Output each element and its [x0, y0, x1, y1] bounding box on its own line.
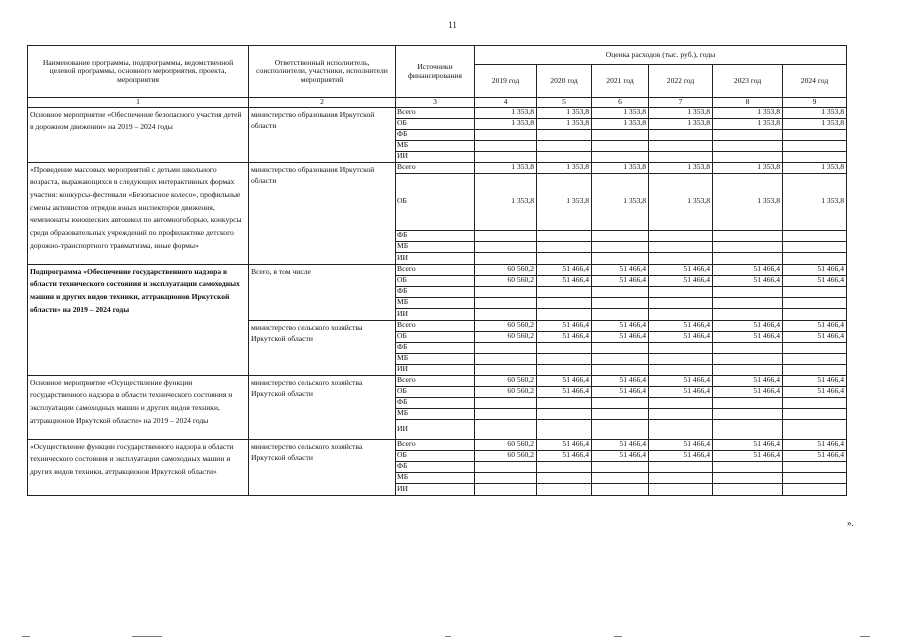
amount-cell: 51 466,4 — [649, 331, 713, 342]
source-cell: Всего — [396, 264, 475, 275]
amount-cell — [475, 297, 537, 308]
amount-cell: 51 466,4 — [592, 386, 649, 397]
column-number: 6 — [592, 98, 649, 108]
amount-cell: 51 466,4 — [713, 264, 783, 275]
source-cell: Всего — [396, 375, 475, 386]
amount-cell — [713, 353, 783, 364]
amount-cell: 51 466,4 — [649, 275, 713, 286]
amount-cell: 51 466,4 — [783, 331, 847, 342]
amount-cell: 51 466,4 — [537, 264, 592, 275]
amount-cell — [783, 461, 847, 472]
amount-cell: 51 466,4 — [592, 450, 649, 461]
amount-cell — [649, 230, 713, 241]
amount-cell: 51 466,4 — [592, 320, 649, 331]
amount-cell — [475, 286, 537, 297]
amount-cell: 1 353,8 — [713, 118, 783, 129]
amount-cell: 60 560,2 — [475, 264, 537, 275]
amount-cell — [783, 297, 847, 308]
amount-cell — [537, 408, 592, 419]
footer-marks — [0, 633, 905, 640]
amount-cell — [537, 364, 592, 375]
amount-cell — [783, 241, 847, 252]
amount-cell — [783, 252, 847, 264]
source-cell: МБ — [396, 241, 475, 252]
amount-cell — [537, 419, 592, 439]
source-cell: ИИ — [396, 252, 475, 264]
source-cell: ФБ — [396, 397, 475, 408]
executor-name: министерство образования Иркутской области — [249, 107, 396, 162]
amount-cell — [783, 308, 847, 320]
amount-cell — [475, 308, 537, 320]
executor-name: министерство сельского хозяйства Иркутской области — [249, 375, 396, 439]
executor-name: министерство сельского хозяйства Иркутской области — [249, 320, 396, 375]
amount-cell: 1 353,8 — [649, 107, 713, 118]
table-row — [28, 162, 847, 173]
source-cell: ОБ — [396, 450, 475, 461]
amount-cell: 60 560,2 — [475, 331, 537, 342]
amount-cell: 51 466,4 — [537, 375, 592, 386]
source-cell: ФБ — [396, 286, 475, 297]
amount-cell: 51 466,4 — [649, 320, 713, 331]
column-number: 9 — [783, 98, 847, 108]
amount-cell — [475, 472, 537, 483]
executor-name: Всего, в том числе — [249, 264, 396, 320]
amount-cell — [783, 408, 847, 419]
amount-cell: 1 353,8 — [713, 107, 783, 118]
amount-cell — [649, 472, 713, 483]
amount-cell — [537, 241, 592, 252]
amount-cell — [537, 472, 592, 483]
amount-cell: 51 466,4 — [713, 439, 783, 450]
column-number: 3 — [396, 98, 475, 108]
amount-cell — [592, 342, 649, 353]
source-cell: ИИ — [396, 483, 475, 495]
header-year: 2023 год — [713, 65, 783, 98]
amount-cell — [592, 297, 649, 308]
amount-cell: 51 466,4 — [783, 439, 847, 450]
budget-table — [27, 45, 847, 496]
amount-cell — [713, 308, 783, 320]
amount-cell: 51 466,4 — [649, 439, 713, 450]
amount-cell — [592, 408, 649, 419]
amount-cell: 51 466,4 — [592, 331, 649, 342]
amount-cell — [783, 397, 847, 408]
amount-cell — [475, 151, 537, 162]
program-name: Подпрограмма «Обеспечение государственного надзора в области технического состояния и эксплуатации самоходных машин и других видов техники, аттракционов Иркутской области» на 2019 – 2024 годы — [28, 264, 249, 375]
amount-cell: 51 466,4 — [713, 275, 783, 286]
header-year: 2019 год — [475, 65, 537, 98]
amount-cell — [537, 461, 592, 472]
amount-cell — [537, 230, 592, 241]
column-number: 1 — [28, 98, 249, 108]
header-year: 2024 год — [783, 65, 847, 98]
amount-cell — [713, 241, 783, 252]
amount-cell — [592, 483, 649, 495]
column-number: 7 — [649, 98, 713, 108]
amount-cell — [783, 342, 847, 353]
table-row — [28, 375, 847, 386]
amount-cell: 51 466,4 — [592, 375, 649, 386]
amount-cell — [649, 252, 713, 264]
header-executor: Ответственный исполнитель, соисполнители, участники, исполнители мероприятий — [249, 46, 396, 98]
amount-cell: 51 466,4 — [592, 275, 649, 286]
source-cell: МБ — [396, 472, 475, 483]
program-name: «Осуществление функции государственного надзора в области технического состояния и эксплуатации самоходных машин и других видов техники, аттракционов Иркутской области» — [28, 439, 249, 495]
amount-cell: 60 560,2 — [475, 375, 537, 386]
amount-cell: 51 466,4 — [537, 386, 592, 397]
amount-cell — [592, 308, 649, 320]
source-cell: Всего — [396, 162, 475, 173]
amount-cell: 1 353,8 — [649, 162, 713, 173]
amount-cell — [475, 252, 537, 264]
amount-cell: 1 353,8 — [537, 118, 592, 129]
amount-cell — [783, 151, 847, 162]
amount-cell: 1 353,8 — [475, 173, 537, 230]
amount-cell — [592, 286, 649, 297]
table-row — [28, 439, 847, 450]
amount-cell: 51 466,4 — [649, 386, 713, 397]
source-cell: Всего — [396, 107, 475, 118]
amount-cell — [713, 461, 783, 472]
amount-cell — [649, 408, 713, 419]
amount-cell: 51 466,4 — [713, 450, 783, 461]
header-sources: Источники финансирования — [396, 46, 475, 98]
amount-cell: 51 466,4 — [592, 439, 649, 450]
amount-cell — [537, 129, 592, 140]
amount-cell — [783, 230, 847, 241]
amount-cell — [475, 483, 537, 495]
amount-cell — [475, 397, 537, 408]
amount-cell — [783, 129, 847, 140]
amount-cell: 51 466,4 — [649, 264, 713, 275]
amount-cell — [475, 364, 537, 375]
amount-cell — [713, 151, 783, 162]
amount-cell: 51 466,4 — [649, 450, 713, 461]
amount-cell — [592, 140, 649, 151]
amount-cell — [592, 230, 649, 241]
amount-cell — [475, 230, 537, 241]
amount-cell — [537, 342, 592, 353]
amount-cell — [783, 364, 847, 375]
amount-cell — [713, 252, 783, 264]
amount-cell — [713, 397, 783, 408]
amount-cell — [649, 286, 713, 297]
source-cell: ОБ — [396, 331, 475, 342]
amount-cell — [537, 140, 592, 151]
amount-cell — [475, 342, 537, 353]
amount-cell — [713, 230, 783, 241]
header-year: 2021 год — [592, 65, 649, 98]
amount-cell — [475, 129, 537, 140]
source-cell: ОБ — [396, 386, 475, 397]
amount-cell — [649, 151, 713, 162]
amount-cell: 51 466,4 — [783, 264, 847, 275]
executor-name: министерство сельского хозяйства Иркутской области — [249, 439, 396, 495]
amount-cell — [592, 364, 649, 375]
amount-cell: 51 466,4 — [783, 275, 847, 286]
amount-cell — [713, 364, 783, 375]
table-row — [28, 107, 847, 118]
amount-cell — [475, 408, 537, 419]
source-cell: ФБ — [396, 129, 475, 140]
source-cell: МБ — [396, 353, 475, 364]
source-cell: ОБ — [396, 173, 475, 230]
amount-cell — [783, 483, 847, 495]
source-cell: ИИ — [396, 419, 475, 439]
amount-cell — [592, 461, 649, 472]
amount-cell: 1 353,8 — [475, 162, 537, 173]
amount-cell: 60 560,2 — [475, 275, 537, 286]
amount-cell — [649, 241, 713, 252]
column-number: 5 — [537, 98, 592, 108]
closing-quote: ». — [847, 518, 854, 528]
amount-cell — [783, 353, 847, 364]
program-name: «Проведение массовых мероприятий с детьми школьного возраста, выражающихся в следующих интерактивных формах участия: конкурсы-фестивали «Безопасное колесо», профильные смены активистов отрядов юных инспекторов движения, чемпионаты юношеских автошкол по автомногоборью, конкурсы среди образовательных учреждений по профилактике детского дорожно-транспортного травматизма, иные формы» — [28, 162, 249, 264]
amount-cell — [713, 140, 783, 151]
amount-cell: 1 353,8 — [783, 173, 847, 230]
amount-cell — [592, 151, 649, 162]
source-cell: Всего — [396, 439, 475, 450]
amount-cell — [713, 286, 783, 297]
amount-cell: 1 353,8 — [592, 107, 649, 118]
amount-cell: 51 466,4 — [592, 264, 649, 275]
amount-cell — [475, 419, 537, 439]
header-name: Наименование программы, подпрограммы, ведомственной целевой программы, основного мероприятия, проекта, мероприятия — [28, 46, 249, 98]
amount-cell — [713, 472, 783, 483]
source-cell: ИИ — [396, 151, 475, 162]
amount-cell: 51 466,4 — [649, 375, 713, 386]
amount-cell: 51 466,4 — [783, 450, 847, 461]
amount-cell: 1 353,8 — [592, 162, 649, 173]
amount-cell: 1 353,8 — [783, 107, 847, 118]
amount-cell — [783, 419, 847, 439]
amount-cell: 51 466,4 — [537, 320, 592, 331]
amount-cell — [713, 408, 783, 419]
amount-cell — [537, 308, 592, 320]
amount-cell: 1 353,8 — [649, 173, 713, 230]
amount-cell — [592, 472, 649, 483]
amount-cell — [537, 483, 592, 495]
amount-cell: 51 466,4 — [713, 331, 783, 342]
amount-cell — [592, 419, 649, 439]
amount-cell — [537, 397, 592, 408]
amount-cell: 51 466,4 — [537, 450, 592, 461]
amount-cell: 51 466,4 — [783, 386, 847, 397]
source-cell: МБ — [396, 140, 475, 151]
amount-cell: 1 353,8 — [475, 118, 537, 129]
amount-cell: 60 560,2 — [475, 386, 537, 397]
amount-cell — [537, 151, 592, 162]
amount-cell — [649, 483, 713, 495]
amount-cell: 1 353,8 — [592, 173, 649, 230]
header-estimate: Оценка расходов (тыс. руб.), годы — [475, 46, 847, 65]
amount-cell: 1 353,8 — [475, 107, 537, 118]
source-cell: ФБ — [396, 461, 475, 472]
amount-cell: 51 466,4 — [713, 386, 783, 397]
amount-cell — [783, 472, 847, 483]
amount-cell — [592, 252, 649, 264]
amount-cell: 1 353,8 — [783, 118, 847, 129]
amount-cell: 51 466,4 — [713, 320, 783, 331]
source-cell: МБ — [396, 297, 475, 308]
amount-cell — [592, 353, 649, 364]
amount-cell — [537, 252, 592, 264]
amount-cell — [537, 353, 592, 364]
amount-cell — [537, 297, 592, 308]
header-year: 2020 год — [537, 65, 592, 98]
source-cell: Всего — [396, 320, 475, 331]
amount-cell: 1 353,8 — [649, 118, 713, 129]
amount-cell — [713, 297, 783, 308]
amount-cell — [649, 129, 713, 140]
source-cell: МБ — [396, 408, 475, 419]
table-row — [28, 264, 847, 275]
amount-cell — [592, 129, 649, 140]
amount-cell: 1 353,8 — [537, 162, 592, 173]
amount-cell — [649, 461, 713, 472]
source-cell: ИИ — [396, 308, 475, 320]
amount-cell — [649, 364, 713, 375]
source-cell: ИИ — [396, 364, 475, 375]
amount-cell: 1 353,8 — [713, 162, 783, 173]
source-cell: ОБ — [396, 118, 475, 129]
page-number: 11 — [448, 20, 457, 30]
amount-cell: 60 560,2 — [475, 439, 537, 450]
amount-cell: 51 466,4 — [713, 375, 783, 386]
amount-cell — [713, 342, 783, 353]
amount-cell — [649, 308, 713, 320]
amount-cell: 60 560,2 — [475, 320, 537, 331]
amount-cell — [475, 140, 537, 151]
amount-cell — [783, 286, 847, 297]
amount-cell — [649, 419, 713, 439]
amount-cell — [649, 353, 713, 364]
amount-cell: 1 353,8 — [713, 173, 783, 230]
amount-cell — [649, 140, 713, 151]
amount-cell: 1 353,8 — [537, 107, 592, 118]
amount-cell — [475, 353, 537, 364]
source-cell: ОБ — [396, 275, 475, 286]
amount-cell: 51 466,4 — [537, 275, 592, 286]
amount-cell — [713, 483, 783, 495]
amount-cell: 1 353,8 — [537, 173, 592, 230]
amount-cell — [592, 241, 649, 252]
amount-cell: 51 466,4 — [783, 375, 847, 386]
program-name: Основное мероприятие «Осуществление функции государственного надзора в области технического состояния и эксплуатации самоходных машин и других видов техники, аттракционов Иркутской области» на 2019 – 2024 годы — [28, 375, 249, 439]
amount-cell — [649, 397, 713, 408]
amount-cell — [475, 461, 537, 472]
amount-cell: 1 353,8 — [592, 118, 649, 129]
program-name: Основное мероприятие «Обеспечение безопасного участия детей в дорожном движении» на 2019 – 2024 годы — [28, 107, 249, 162]
column-number: 2 — [249, 98, 396, 108]
source-cell: ФБ — [396, 230, 475, 241]
amount-cell: 51 466,4 — [537, 439, 592, 450]
amount-cell: 1 353,8 — [783, 162, 847, 173]
amount-cell — [713, 129, 783, 140]
header-year: 2022 год — [649, 65, 713, 98]
column-number: 4 — [475, 98, 537, 108]
amount-cell — [649, 297, 713, 308]
amount-cell — [649, 342, 713, 353]
column-number: 8 — [713, 98, 783, 108]
amount-cell: 51 466,4 — [537, 331, 592, 342]
executor-name: министерство образования Иркутской области — [249, 162, 396, 264]
amount-cell: 60 560,2 — [475, 450, 537, 461]
amount-cell — [475, 241, 537, 252]
amount-cell — [592, 397, 649, 408]
amount-cell — [537, 286, 592, 297]
source-cell: ФБ — [396, 342, 475, 353]
amount-cell — [783, 140, 847, 151]
amount-cell: 51 466,4 — [783, 320, 847, 331]
amount-cell — [713, 419, 783, 439]
